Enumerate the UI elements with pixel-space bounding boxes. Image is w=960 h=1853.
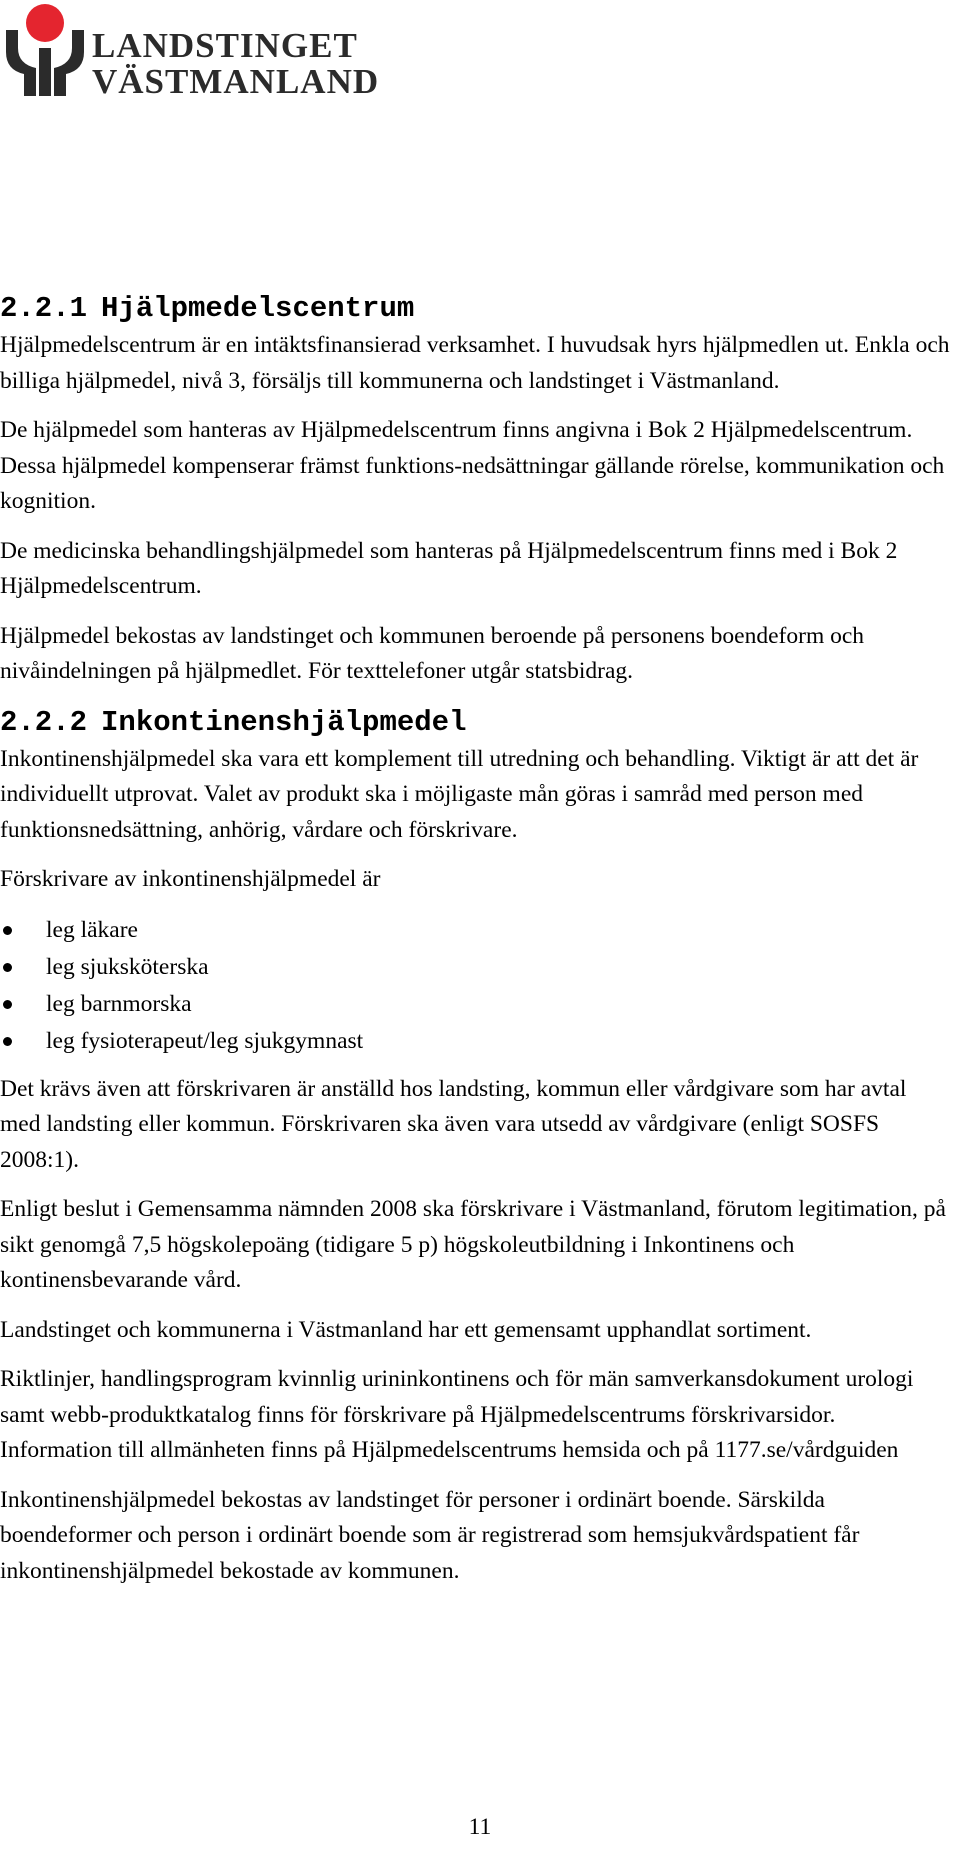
section-number: 2.2.1 (0, 292, 88, 325)
paragraph: Det krävs även att förskrivaren är anställd hos landsting, kommun eller vårdgivare som har avtal med landsting eller kommun. Förskrivaren ska även vara utsedd av vårdgivare (enligt SOSFS 2008:1). (0, 1075, 907, 1173)
list-item-text: leg läkare (46, 916, 138, 943)
paragraph: Inkontinenshjälpmedel bekostas av landstinget för personer i ordinärt boende. Särskilda boendeformer och person i ordinärt boende som är registrerad som hemsjukvårdspatient får inkontinenshjälpmedel bekostade av kommunen. (0, 1486, 860, 1584)
prescribers-label: Förskrivare av inkontinenshjälpmedel är (0, 866, 381, 892)
logo-wordmark-line2: VÄSTMANLAND (92, 62, 380, 101)
paragraph: De hjälpmedel som hanteras av Hjälpmedelscentrum finns angivna i Bok 2 Hjälpmedelscentrum. Dessa hjälpmedel kompenserar främst funktions-nedsättningar gällande rörelse, kommunikation och kognition. (0, 417, 945, 514)
section-title: Inkontinenshjälpmedel (101, 705, 467, 739)
list-item-text: leg sjuksköterska (46, 953, 209, 980)
logo-wordmark-line1: LANDSTINGET (92, 26, 358, 65)
list-item-text: leg barnmorska (46, 990, 192, 1017)
landstinget-logo (0, 0, 380, 108)
list-item (0, 949, 950, 986)
logo-emblem-icon (0, 0, 92, 100)
section-title: Hjälpmedelscentrum (101, 292, 415, 325)
list-item (0, 1023, 950, 1060)
section-number: 2.2.2 (0, 705, 88, 739)
paragraph: Landstinget och kommunerna i Västmanland har ett gemensamt upphandlat sortiment. (0, 1316, 812, 1343)
document-body (0, 290, 950, 1603)
bullet-icon (3, 926, 12, 935)
page-number: 11 (468, 1814, 492, 1840)
list-item-text: leg fysioterapeut/leg sjukgymnast (46, 1027, 364, 1054)
paragraph: Enligt beslut i Gemensamma nämnden 2008 ska förskrivare i Västmanland, förutom legitimation, på sikt genomgå 7,5 högskolepoäng (tidigare 5 p) högskoleutbildning i Inkontinens och kontinensbevarande vård. (0, 1196, 946, 1293)
paragraph: Inkontinenshjälpmedel ska vara ett komplement till utredning och behandling. Viktigt är att det är individuellt utprovat. Valet av produkt ska i möjligaste mån göras i samråd med person med funktionsnedsättning, anhörig, vårdare och förskrivare. (0, 745, 919, 843)
section-heading-2-2-2 (0, 704, 950, 742)
bullet-icon (3, 1037, 12, 1046)
bullet-icon (3, 963, 12, 972)
paragraph: Hjälpmedel bekostas av landstinget och kommunen beroende på personens boendeform och nivåindelningen på hjälpmedlet. För texttelefoner utgår statsbidrag. (0, 622, 865, 684)
list-item (0, 986, 950, 1023)
prescribers-list (0, 912, 950, 1060)
bullet-icon (3, 1000, 12, 1009)
section-heading-2-2-1 (0, 290, 950, 328)
list-item (0, 912, 950, 949)
paragraph: Riktlinjer, handlingsprogram kvinnlig urininkontinens och för män samverkansdokument urologi samt webb-produktkatalog finns för förskrivare på Hjälpmedelscentrums förskrivarsidor. Information till allmänheten finns på Hjälpmedelscentrums hemsida och på 1177.se/vårdguiden (0, 1366, 914, 1463)
paragraph: De medicinska behandlingshjälpmedel som hanteras på Hjälpmedelscentrum finns med i Bok 2 Hjälpmedelscentrum. (0, 537, 898, 599)
paragraph: Hjälpmedelscentrum är en intäktsfinansierad verksamhet. I huvudsak hyrs hjälpmedlen ut. Enkla och billiga hjälpmedel, nivå 3, försäljs till kommunerna och landstinget i Västmanland. (0, 332, 950, 394)
